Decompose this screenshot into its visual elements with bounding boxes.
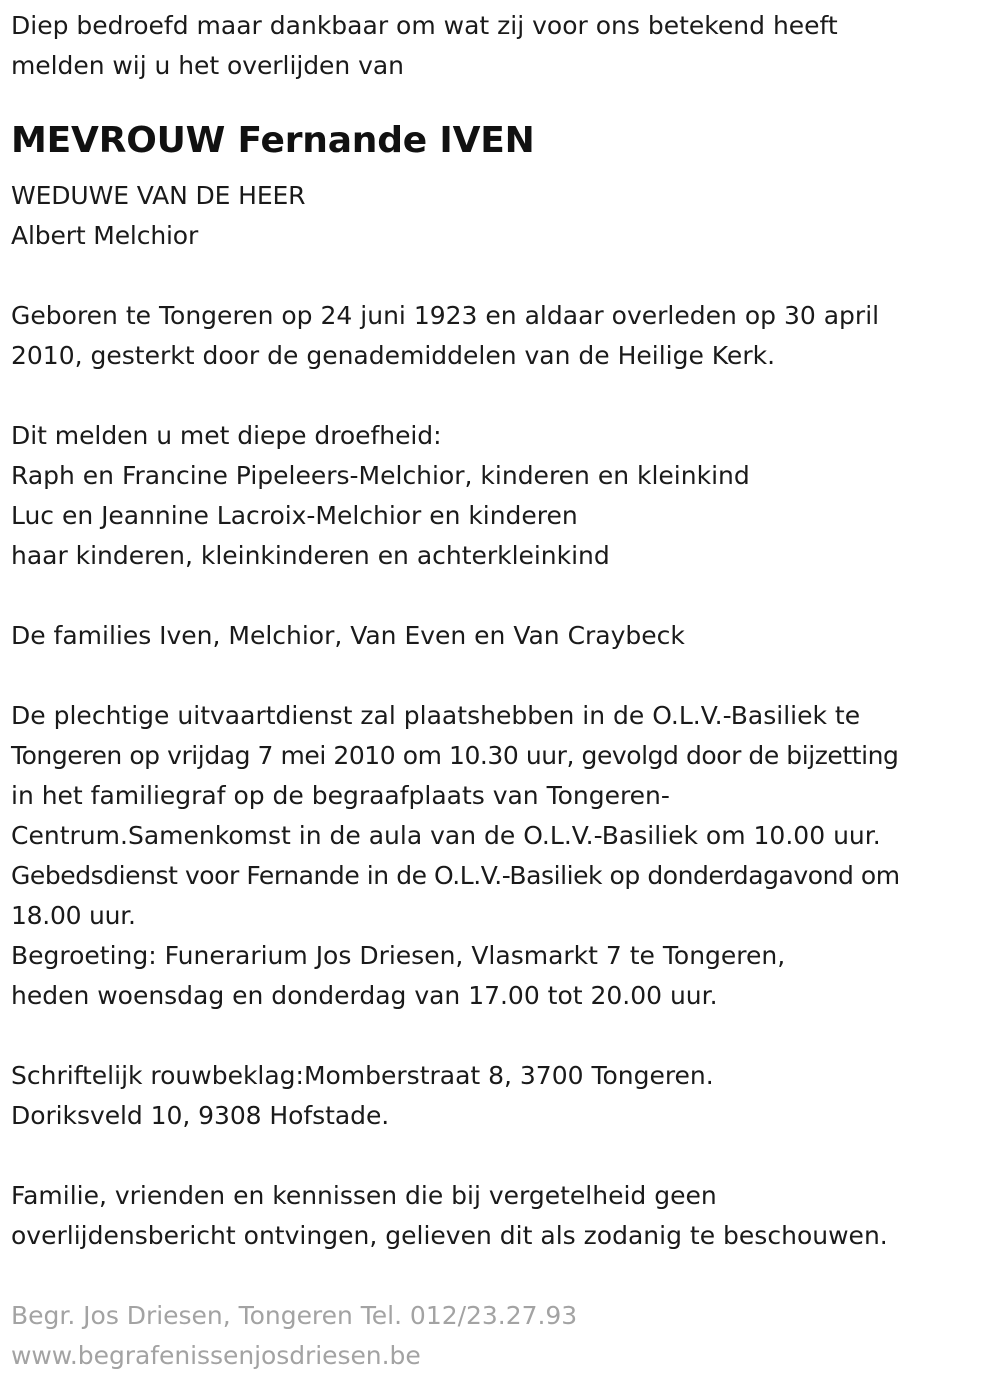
death-notice bbox=[11, 6, 996, 1376]
service-line: 18.00 uur. bbox=[11, 901, 136, 930]
closing-paragraph bbox=[11, 1176, 996, 1256]
service-line: Begroeting: Funerarium Jos Driesen, Vlasmarkt 7 te Tongeren, bbox=[11, 941, 786, 970]
mourners-line: Dit melden u met diepe droefheid: bbox=[11, 421, 442, 450]
deceased-spouse: Albert Melchior bbox=[11, 221, 199, 250]
deceased-relation: WEDUWE VAN DE HEER bbox=[11, 181, 306, 210]
mourners-line: Raph en Francine Pipeleers-Melchior, kinderen en kleinkind bbox=[11, 461, 750, 490]
service-line: in het familiegraf op de begraafplaats van Tongeren- bbox=[11, 781, 670, 810]
service-line: heden woensdag en donderdag van 17.00 tot 20.00 uur. bbox=[11, 981, 718, 1010]
service-paragraph bbox=[11, 696, 996, 1016]
service-line: De plechtige uitvaartdienst zal plaatshebben in de O.L.V.-Basiliek te bbox=[11, 701, 861, 730]
undertaker-website: www.begrafenissenjosdriesen.be bbox=[11, 1341, 421, 1370]
deceased-name: MEVROUW Fernande IVEN bbox=[11, 120, 535, 161]
birth-death-paragraph bbox=[11, 296, 996, 376]
closing-line: Familie, vrienden en kennissen die bij vergetelheid geen bbox=[11, 1181, 717, 1210]
birth-death-line: Geboren te Tongeren op 24 juni 1923 en aldaar overleden op 30 april bbox=[11, 301, 880, 330]
mourners-paragraph bbox=[11, 416, 996, 576]
undertaker-footer bbox=[11, 1296, 996, 1376]
intro-line: Diep bedroefd maar dankbaar om wat zij voor ons betekend heeft bbox=[11, 11, 838, 40]
families-paragraph bbox=[11, 616, 996, 656]
undertaker-contact: Begr. Jos Driesen, Tongeren Tel. 012/23.27.93 bbox=[11, 1301, 578, 1330]
intro-line: melden wij u het overlijden van bbox=[11, 51, 404, 80]
service-line: Centrum.Samenkomst in de aula van de O.L.V.-Basiliek om 10.00 uur. bbox=[11, 821, 881, 850]
deceased-block bbox=[11, 106, 996, 256]
service-line: Tongeren op vrijdag 7 mei 2010 om 10.30 uur, gevolgd door de bijzetting bbox=[11, 741, 899, 770]
mourners-line: haar kinderen, kleinkinderen en achterkleinkind bbox=[11, 541, 610, 570]
families-line: De families Iven, Melchior, Van Even en Van Craybeck bbox=[11, 621, 685, 650]
condolences-line: Schriftelijk rouwbeklag:Momberstraat 8, 3700 Tongeren. bbox=[11, 1061, 714, 1090]
closing-line: overlijdensbericht ontvingen, gelieven dit als zodanig te beschouwen. bbox=[11, 1221, 888, 1250]
intro-paragraph bbox=[11, 6, 996, 86]
condolences-paragraph bbox=[11, 1056, 996, 1136]
service-line: Gebedsdienst voor Fernande in de O.L.V.-Basiliek op donderdagavond om bbox=[11, 861, 900, 890]
birth-death-line: 2010, gesterkt door de genademiddelen van de Heilige Kerk. bbox=[11, 341, 776, 370]
condolences-line: Doriksveld 10, 9308 Hofstade. bbox=[11, 1101, 390, 1130]
mourners-line: Luc en Jeannine Lacroix-Melchior en kinderen bbox=[11, 501, 578, 530]
